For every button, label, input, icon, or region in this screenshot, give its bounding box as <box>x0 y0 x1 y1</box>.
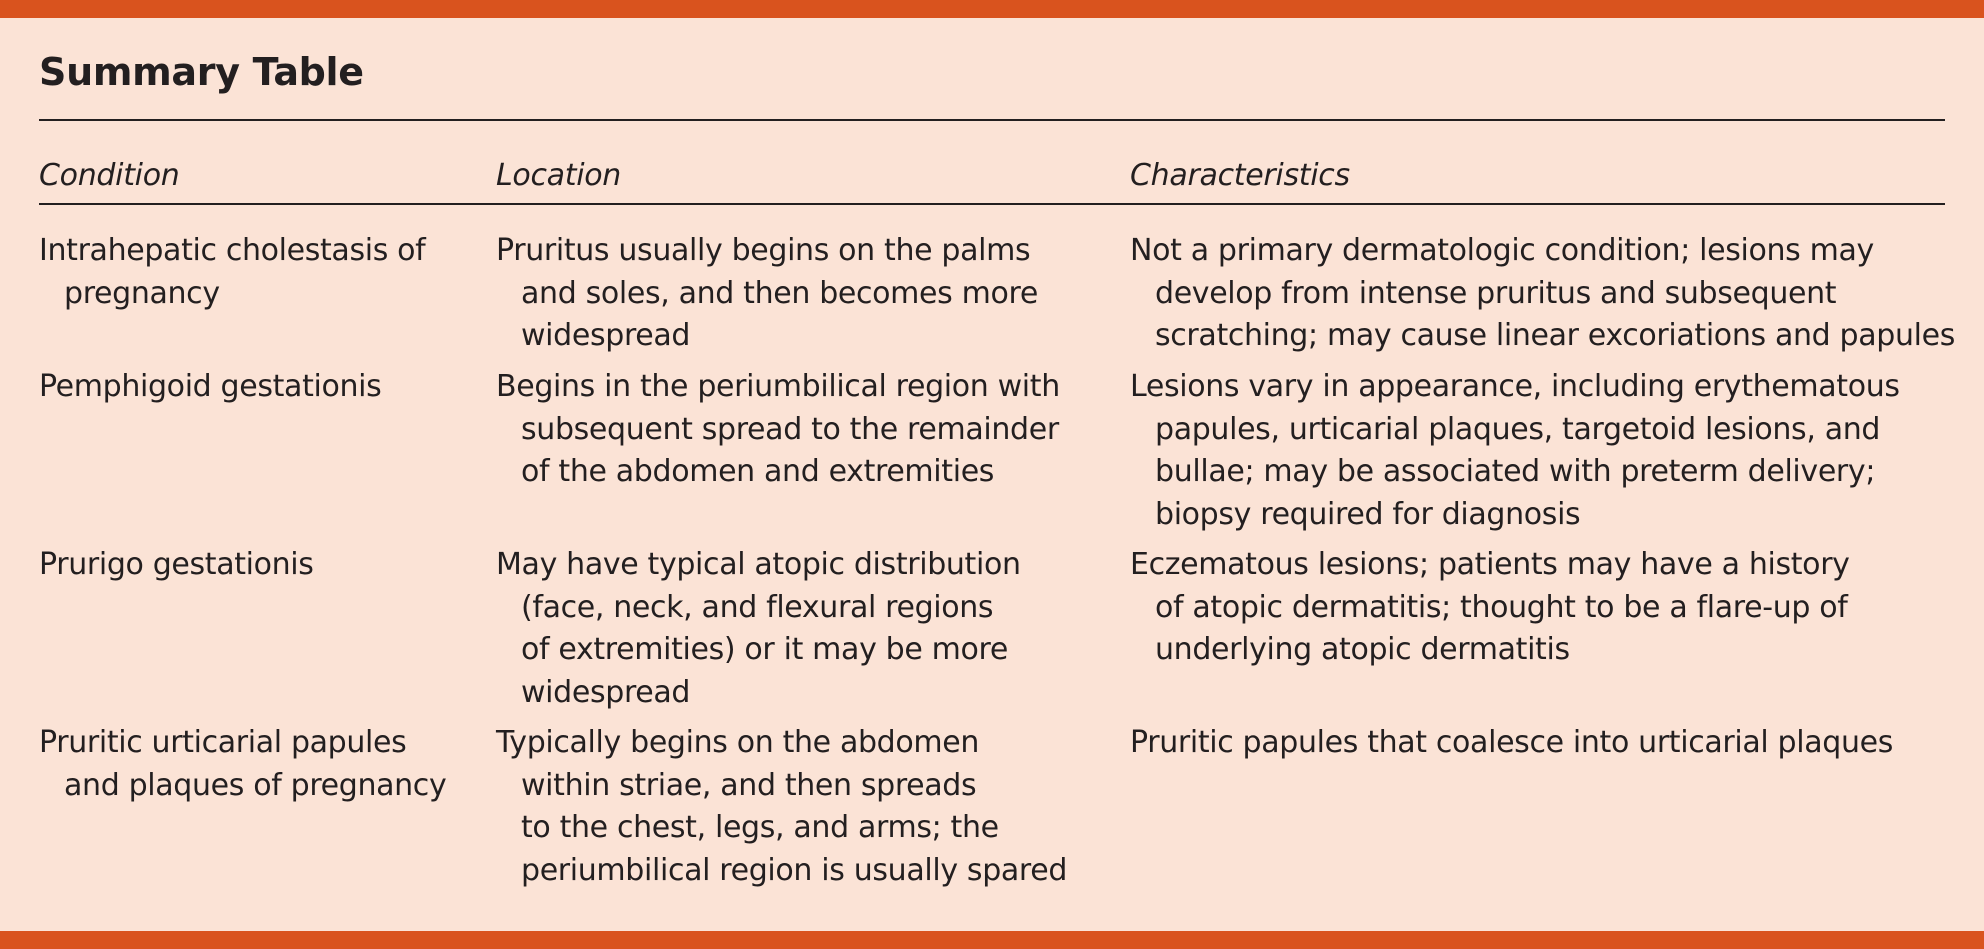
location-cell <box>496 544 1021 714</box>
cell-line: of atopic dermatitis; thought to be a flare-up of <box>1155 589 1848 625</box>
cell-line: Pruritic papules that coalesce into urticarial plaques <box>1130 725 1894 760</box>
cell-line: of the abdomen and extremities <box>521 454 995 490</box>
header-characteristics: Characteristics <box>1130 158 1350 193</box>
cell-line: Typically begins on the abdomen <box>496 725 980 760</box>
location-cell <box>496 722 1067 892</box>
cell-line: scratching; may cause linear excoriations and papules <box>1155 318 1955 354</box>
cell-line: to the chest, legs, and arms; the <box>521 810 999 846</box>
location-cell <box>496 230 1038 358</box>
cell-line: and plaques of pregnancy <box>64 767 447 803</box>
cell-line: papules, urticarial plaques, targetoid lesions, and <box>1155 411 1881 447</box>
cell-line: of extremities) or it may be more <box>521 632 1008 668</box>
cell-line: widespread <box>521 674 691 710</box>
cell-line: Not a primary dermatologic condition; lesions may <box>1130 233 1874 268</box>
condition-cell <box>39 722 446 807</box>
cell-line: within striae, and then spreads <box>521 767 977 803</box>
cell-line: Eczematous lesions; patients may have a history <box>1130 547 1850 582</box>
characteristics-cell <box>1130 366 1900 536</box>
cell-line: pregnancy <box>64 275 220 311</box>
cell-line: biopsy required for diagnosis <box>1155 496 1581 532</box>
cell-line: Pemphigoid gestationis <box>39 369 382 404</box>
title-divider <box>39 119 1945 121</box>
location-cell <box>496 366 1060 494</box>
cell-line: underlying atopic dermatitis <box>1155 632 1570 668</box>
cell-line: May have typical atopic distribution <box>496 547 1021 582</box>
table-title: Summary Table <box>39 50 364 94</box>
bottom-accent-bar <box>0 931 1984 949</box>
header-location: Location <box>496 158 622 193</box>
cell-line: subsequent spread to the remainder <box>521 411 1059 447</box>
condition-cell <box>39 544 314 587</box>
condition-cell <box>39 230 425 315</box>
cell-line: (face, neck, and flexural regions <box>521 589 994 625</box>
cell-line: periumbilical region is usually spared <box>521 852 1068 888</box>
condition-cell <box>39 366 381 409</box>
cell-line: bullae; may be associated with preterm delivery; <box>1155 454 1876 490</box>
cell-line: Intrahepatic cholestasis of <box>39 233 426 268</box>
cell-line: and soles, and then becomes more <box>521 275 1038 311</box>
characteristics-cell <box>1130 230 1955 358</box>
header-condition: Condition <box>39 158 180 193</box>
cell-line: widespread <box>521 318 691 354</box>
cell-line: Begins in the periumbilical region with <box>496 369 1060 404</box>
cell-line: Pruritus usually begins on the palms <box>496 233 1031 268</box>
cell-line: Prurigo gestationis <box>39 547 314 582</box>
characteristics-cell <box>1130 722 1893 765</box>
cell-line: Pruritic urticarial papules <box>39 725 407 760</box>
header-divider <box>39 203 1945 205</box>
cell-line: develop from intense pruritus and subsequent <box>1155 275 1837 311</box>
top-accent-bar <box>0 0 1984 18</box>
characteristics-cell <box>1130 544 1850 672</box>
cell-line: Lesions vary in appearance, including erythematous <box>1130 369 1900 404</box>
